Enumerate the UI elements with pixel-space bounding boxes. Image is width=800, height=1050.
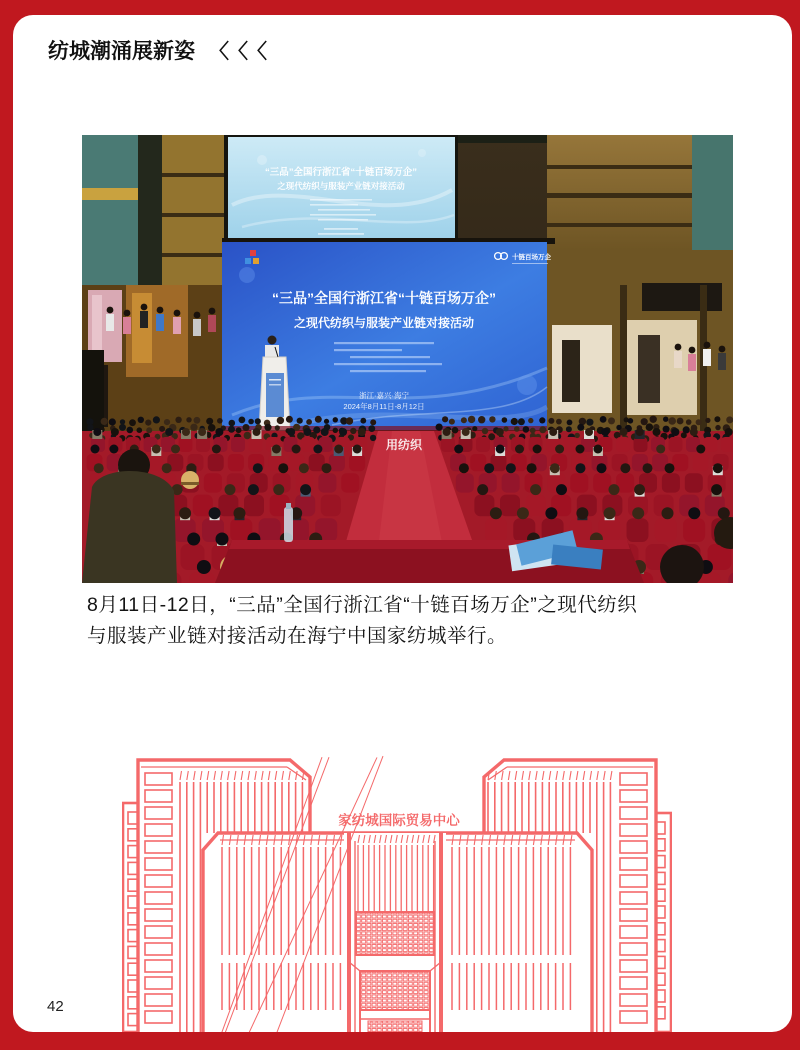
building-structure xyxy=(123,756,671,1032)
event-photo-canvas xyxy=(82,135,733,583)
caption-line-2: 与服装产业链对接活动在海宁中国家纺城举行。 xyxy=(87,625,508,647)
caption-line-1: 8月11日-12日，“三品”全国行浙江省“十链百场万企”之现代纺织 xyxy=(87,594,638,616)
water-bottle xyxy=(284,507,293,542)
speaker-head xyxy=(268,336,277,345)
page-title: 纺城潮涌展新姿 xyxy=(48,40,195,63)
building-line-art xyxy=(122,755,672,1032)
screen-subtitle: 之现代纺织与服装产业链对接活动 xyxy=(277,181,405,191)
building-illustration xyxy=(122,755,672,1032)
screen-title: “三品”全国行浙江省“十链百场万企” xyxy=(264,167,418,178)
backdrop-logo-text: 十链百场万企 xyxy=(512,254,551,261)
logo-underline xyxy=(512,263,548,264)
backdrop-date: 2024年8月11日-8月12日 xyxy=(343,402,425,411)
page-number: 42 xyxy=(47,998,64,1015)
led-screen xyxy=(224,135,458,242)
photo-caption xyxy=(87,590,737,652)
left-storefront xyxy=(82,285,227,435)
building-label: 家纺城国际贸易中心 xyxy=(338,813,460,828)
backdrop-title: “三品”全国行浙江省“十链百场万企” xyxy=(272,290,496,306)
backdrop-location: 浙江·嘉兴·海宁 xyxy=(359,391,409,400)
page-header xyxy=(48,35,276,65)
page-panel xyxy=(13,15,792,1032)
left-atrium-wall xyxy=(82,135,227,300)
event-photo xyxy=(82,135,733,583)
backdrop-subtitle: 之现代纺织与服装产业链对接活动 xyxy=(293,316,475,330)
carpet-text: 用纺织 xyxy=(385,438,423,452)
header-angle-brackets-icon: 〈〈〈 xyxy=(209,41,276,63)
